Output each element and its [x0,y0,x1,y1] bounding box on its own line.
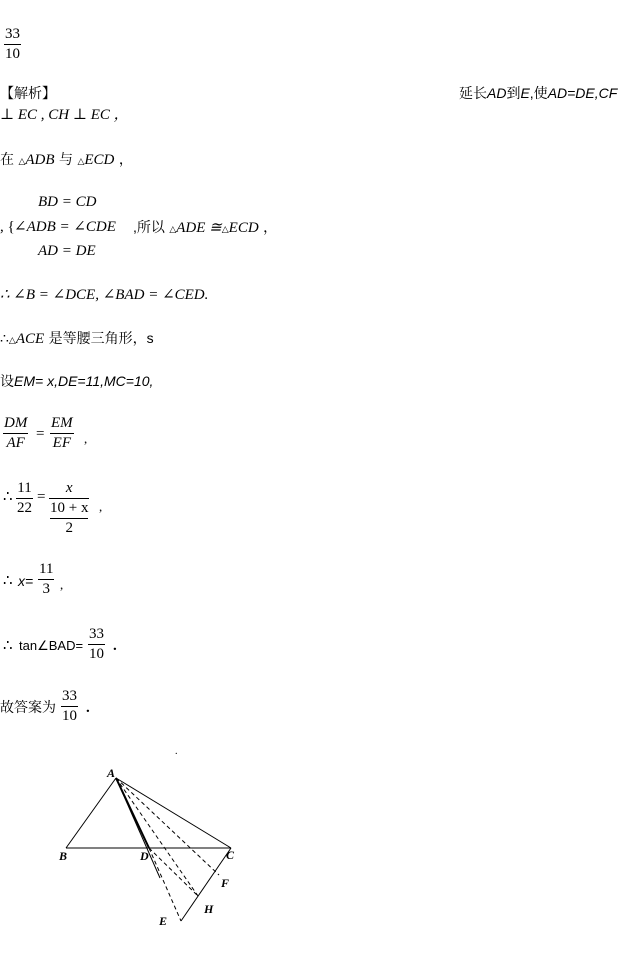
x-eq-fraction-right [49,481,89,536]
isosceles-statement [0,331,154,347]
fraction-numerator: 33 [89,626,104,642]
ratio-equals: = [36,426,45,442]
fraction-numerator: 33 [5,26,20,42]
x-value-lhs: x= [18,573,34,589]
angles-statement: ∴ ∠B = ∠DCE, ∠BAD = ∠CED. [0,287,209,303]
triangle-icon: △ [18,157,26,167]
segment-ad [116,778,149,848]
fraction-numerator: 11 [39,561,54,577]
stray-mark: . [175,746,178,757]
label-f: F [221,876,230,890]
therefore-symbol: ∴ [3,489,13,505]
fraction-numerator: 11 [17,480,32,496]
nested-fraction [49,501,89,536]
let-statement [0,374,153,389]
therefore-symbol: ∴ [3,638,13,654]
congruence-ecd: ECD [228,220,259,236]
label-a: A [107,766,116,780]
segment-ac [116,778,231,848]
extension-eq: AD=DE,CF [547,85,618,101]
triangles-and: 与 [59,151,73,167]
tan-fraction [88,627,105,662]
therefore-symbol: ∴ [3,573,13,589]
extension-to: 到 [506,85,521,101]
triangle-icon: △ [77,157,85,167]
final-answer-suffix: . [86,700,90,716]
let-prefix: 设 [0,373,14,389]
segment-ae [116,778,160,878]
segment-de [149,848,181,921]
fraction-bar [3,433,28,434]
nested-numerator: 10 + x [50,500,89,516]
fraction-bar [61,706,78,707]
fraction-denominator: 10 [5,46,20,62]
tan-lhs: tan∠BAD= [19,638,84,653]
fraction-bar [49,498,89,499]
system-lead: , { [0,219,15,235]
x-eq-equals: = [37,489,46,505]
ratio-fraction-left [3,416,28,451]
x-eq-suffix: , [99,499,103,514]
extension-prefix: 延长 [459,85,487,101]
segment-ce [181,848,231,921]
extension-ad: AD [487,85,507,101]
x-eq-fraction-left [16,481,33,516]
label-b: B [59,849,68,863]
triangle-adb: ADB [25,152,55,168]
tan-suffix: . [113,638,117,654]
label-d: D [140,849,149,863]
segment-ah [116,778,198,896]
triangles-prefix: 在 [0,151,14,167]
analysis-header: 【解析】 [0,85,56,101]
x-value-fraction [38,562,54,597]
perpendicular-statement: ⊥ EC , CH ⊥ EC ， [0,107,129,123]
extension-make: ,使 [529,85,548,101]
fraction-denominator: 3 [42,581,50,597]
fraction-bar [16,498,33,499]
isosceles-text: 是等腰三角形，s [48,330,154,346]
triangles-statement [0,152,133,168]
congruence-mid: ,所以 [133,219,165,235]
congruence-suffix: ， [263,219,278,235]
extension-e: E [520,85,530,101]
fraction-denominator: EF [52,435,71,451]
congruence-statement [133,220,277,236]
fraction-numerator: EM [51,415,73,431]
isosceles-triangle: ACE [15,331,45,347]
triangle-icon: △ [169,225,177,235]
fraction-bar [88,644,105,645]
let-math: EM= x,DE=11,MC=10, [14,373,154,389]
fraction-bar [50,518,88,519]
system-row-2: ∠ADB = ∠CDE [14,219,116,235]
label-c: C [226,848,235,862]
segment-dh [149,848,198,896]
final-answer-fraction [61,689,78,724]
fraction-denominator: 10 [89,646,104,662]
triangle-ecd: ECD [84,152,115,168]
segment-af [116,778,219,875]
fraction-denominator: AF [6,435,25,451]
final-answer-prefix: 故答案为 [0,699,56,715]
fraction-numerator: 33 [62,688,77,704]
therefore-symbol: ∴ [0,332,9,347]
triangle-icon: △ [8,336,16,346]
system-row-1: BD = CD [38,194,97,210]
ratio-fraction-right [50,416,74,451]
label-h: H [204,902,214,916]
fraction-denominator: 10 [62,708,77,724]
triangles-suffix: ， [118,151,133,167]
fraction-denominator: 22 [17,500,32,516]
label-e: E [159,914,168,928]
x-value-suffix: , [60,577,64,592]
triangle-icon: △ [221,225,229,235]
extension-statement [459,86,617,101]
ratio-suffix: , [84,431,88,446]
segment-ab [66,778,116,848]
fraction-numerator: DM [4,415,28,431]
fraction-bar [50,433,74,434]
nested-denominator: 2 [65,520,73,536]
system-row-3: AD = DE [38,243,96,259]
congruence-ade: ADE ≅ [176,220,222,236]
fraction-bar [38,579,54,580]
fraction-numerator: x [65,480,73,496]
top-answer-fraction [4,27,21,62]
fraction-bar [4,44,21,45]
